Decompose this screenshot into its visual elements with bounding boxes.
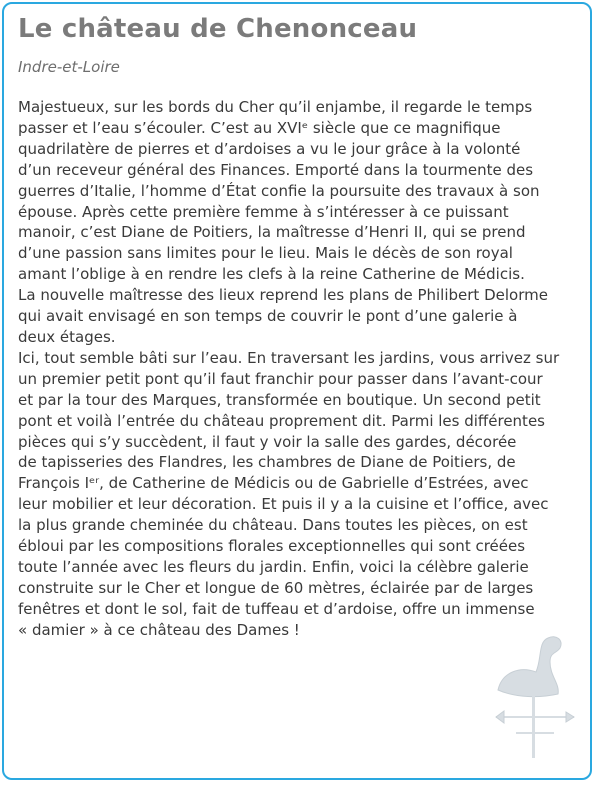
text-line: d’une passion sans limites pour le lieu. Mais le décès de son royal <box>18 244 513 263</box>
text-line: Majestueux, sur les bords du Cher qu’il enjambe, il regarde le temps <box>18 98 533 116</box>
text-line: La nouvelle maîtresse des lieux reprend les plans de Philibert Delorme <box>18 286 548 305</box>
text-line: Ici, tout semble bâti sur l’eau. En traversant les jardins, vous arrivez sur <box>18 348 560 367</box>
text-line: de tapisseries des Flandres, les chambres de Diane de Poitiers, de <box>18 453 516 472</box>
text-line: guerres d’Italie, l’homme d’État confie la poursuite des travaux à son <box>18 181 540 200</box>
text-line: toute l’année avec les fleurs du jardin. Enfin, voici la célèbre galerie <box>18 557 529 576</box>
text-line: quadrilatère de pierres et d’ardoises a vu le jour grâce à la volonté <box>18 139 521 158</box>
text-line: deux étages. <box>18 327 116 346</box>
page-title: Le château de Chenonceau <box>18 14 418 44</box>
text-line: et par la tour des Marques, transformée en boutique. Un second petit <box>18 390 541 409</box>
text-line: ébloui par les compositions florales exceptionnelles qui sont créées <box>18 537 526 556</box>
page-frame <box>2 2 592 780</box>
text-line: qui avait envisagé en son temps de couvrir le pont d’une galerie à <box>18 307 518 326</box>
text-line: d’un receveur général des Finances. Emporté dans la tourmente des <box>18 160 534 179</box>
text-line: passer et l’eau s’écouler. C’est au XVIᵉ siècle que ce magnifique <box>18 118 501 137</box>
text-line: manoir, c’est Diane de Poitiers, la maîtresse d’Henri II, qui se prend <box>18 223 526 242</box>
text-line: « damier » à ce château des Dames ! <box>18 620 300 639</box>
text-line: construite sur le Cher et longue de 60 mètres, éclairée par de larges <box>18 578 534 597</box>
text-line: François Iᵉʳ, de Catherine de Médicis ou de Gabrielle d’Estrées, avec <box>18 474 529 493</box>
text-line: fenêtres et dont le sol, fait de tuffeau et d’ardoise, offre un immense <box>18 599 535 618</box>
weathervane-icon <box>480 632 590 762</box>
text-line: pont et voilà l’entrée du château proprement dit. Parmi les différentes <box>18 411 545 430</box>
text-line: épouse. Après cette première femme à s’intéresser à ce puissant <box>18 202 509 221</box>
text-line: un premier petit pont qu’il faut franchir pour passer dans l’avant-cour <box>18 369 543 388</box>
page-subtitle: Indre-et-Loire <box>18 58 120 76</box>
text-line: la plus grande cheminée du château. Dans toutes les pièces, on est <box>18 516 528 535</box>
article-body <box>18 97 583 641</box>
text-line: pièces qui s’y succèdent, il faut y voir la salle des gardes, décorée <box>18 432 517 451</box>
text-line: amant l’oblige à en rendre les clefs à la reine Catherine de Médicis. <box>18 265 525 284</box>
text-line: leur mobilier et leur décoration. Et puis il y a la cuisine et l’office, avec <box>18 495 549 514</box>
